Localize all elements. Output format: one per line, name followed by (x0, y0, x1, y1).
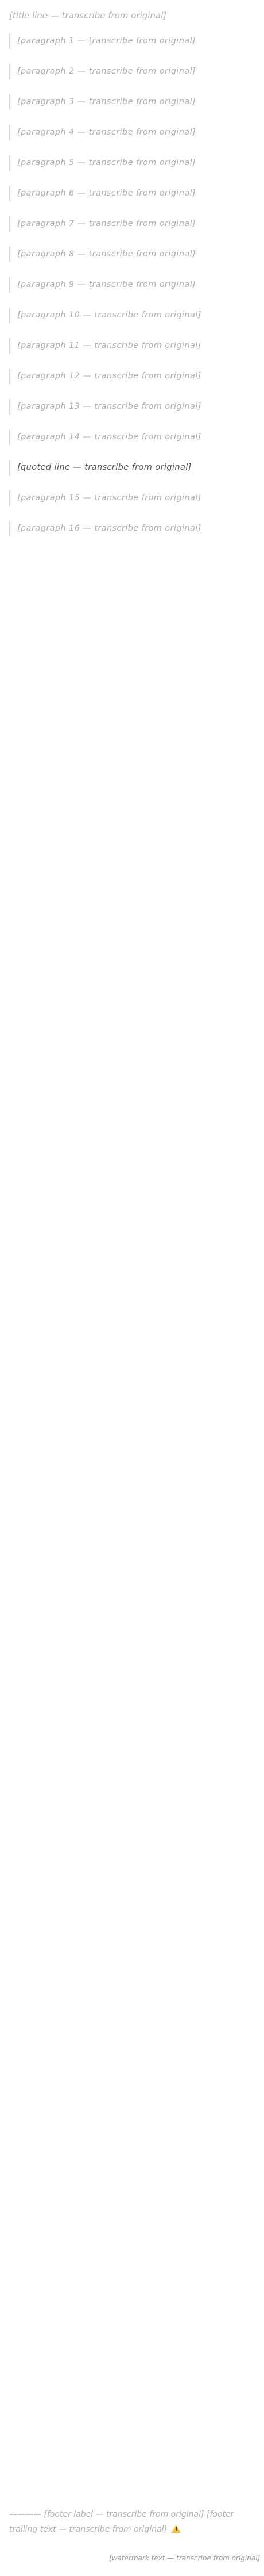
body-paragraph: [paragraph 7 — transcribe from original] (9, 216, 255, 232)
body-paragraph: [paragraph 13 — transcribe from original] (9, 399, 255, 415)
body-paragraph: [paragraph 8 — transcribe from original] (9, 247, 255, 262)
quoted-line: [quoted line — transcribe from original] (9, 460, 255, 476)
footer-divider: ———— (9, 2510, 41, 2519)
watermark: [watermark text — transcribe from original] (109, 2554, 261, 2562)
body-paragraph: [paragraph 6 — transcribe from original] (9, 186, 255, 201)
footer-trail: [footer trailing text — transcribe from original] (9, 2510, 234, 2534)
chapter-title: [title line — transcribe from original] (9, 10, 167, 21)
body-paragraph: [paragraph 2 — transcribe from original] (9, 64, 255, 79)
body-paragraph: [paragraph 14 — transcribe from original] (9, 430, 255, 445)
document-body (9, 33, 255, 536)
body-paragraph: [paragraph 12 — transcribe from original] (9, 369, 255, 384)
body-paragraph: [paragraph 5 — transcribe from original] (9, 155, 255, 171)
body-paragraph: [paragraph 9 — transcribe from original] (9, 277, 255, 293)
body-paragraph: [paragraph 3 — transcribe from original] (9, 94, 255, 110)
body-paragraph: [paragraph 11 — transcribe from original] (9, 338, 255, 354)
body-paragraph: [paragraph 16 — transcribe from original] (9, 521, 255, 536)
body-paragraph: [paragraph 15 — transcribe from original] (9, 490, 255, 506)
body-paragraph: [paragraph 4 — transcribe from original] (9, 125, 255, 140)
body-paragraph: [paragraph 10 — transcribe from original] (9, 308, 255, 323)
warning-icon (172, 2525, 181, 2533)
body-paragraph: [paragraph 1 — transcribe from original] (9, 33, 255, 49)
footer-label: [footer label — transcribe from original] (44, 2510, 204, 2519)
chapter-footer (9, 2507, 255, 2537)
